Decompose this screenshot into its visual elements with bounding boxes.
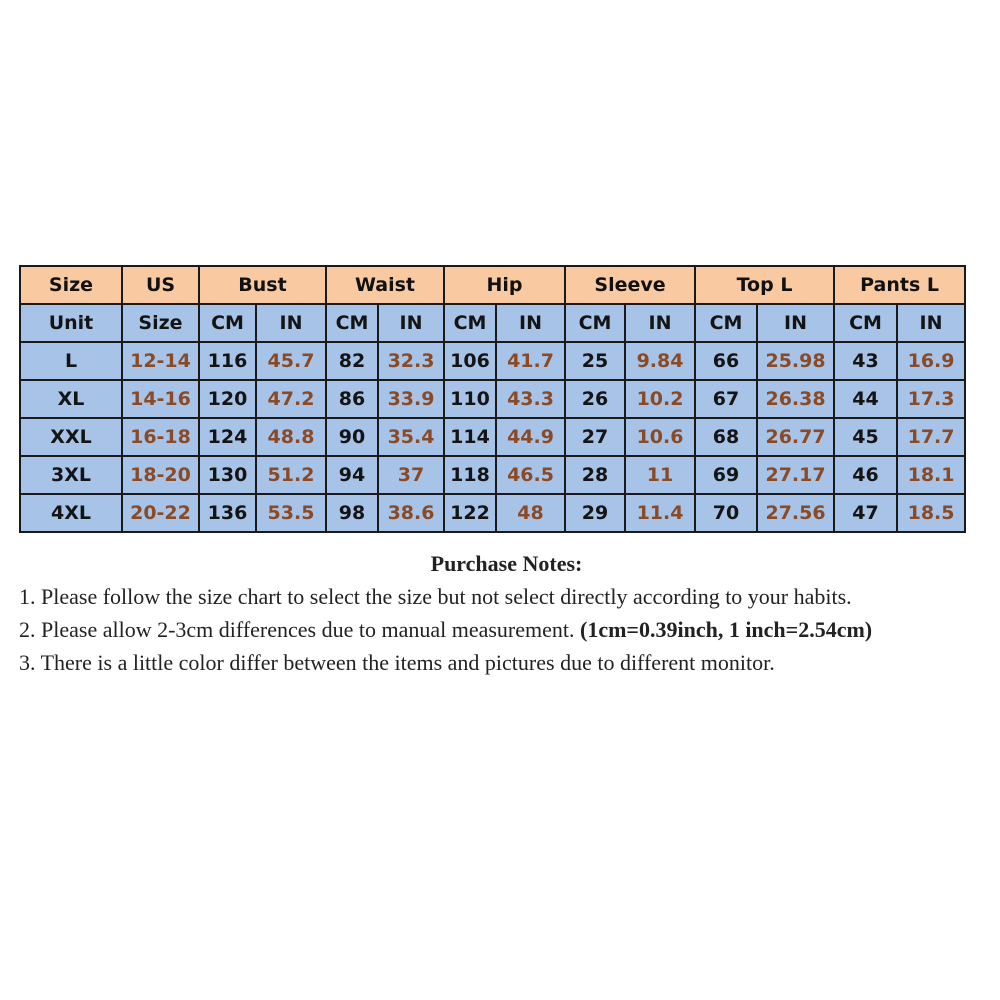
table-cell: 18-20 (122, 456, 199, 494)
unit-cell: IN (256, 304, 326, 342)
unit-cell: CM (326, 304, 378, 342)
table-cell: 29 (565, 494, 625, 532)
note-2-conversion: (1cm=0.39inch, 1 inch=2.54cm) (580, 617, 873, 642)
table-cell: 32.3 (378, 342, 444, 380)
table-cell: 28 (565, 456, 625, 494)
table-cell: 11.4 (625, 494, 695, 532)
table-cell: 70 (695, 494, 757, 532)
table-cell: 18.5 (897, 494, 965, 532)
table-cell: 38.6 (378, 494, 444, 532)
table-cell: 27.56 (757, 494, 834, 532)
table-cell: 16.9 (897, 342, 965, 380)
note-3-text: 3. There is a little color differ between the items and pictures due to different monitor. (19, 650, 775, 675)
table-unit-row (20, 304, 965, 342)
table-cell: 43 (834, 342, 897, 380)
size-chart-table (19, 265, 966, 533)
purchase-notes (19, 547, 994, 679)
unit-cell: IN (625, 304, 695, 342)
header-cell: Waist (326, 266, 444, 304)
unit-cell: CM (565, 304, 625, 342)
table-cell: 26.77 (757, 418, 834, 456)
table-cell: 17.7 (897, 418, 965, 456)
unit-cell: IN (496, 304, 565, 342)
notes-title: Purchase Notes: (430, 551, 583, 576)
note-3 (19, 646, 994, 679)
table-cell: 90 (326, 418, 378, 456)
table-cell: 124 (199, 418, 256, 456)
table-header-row (20, 266, 965, 304)
header-cell: Sleeve (565, 266, 695, 304)
table-cell: 44.9 (496, 418, 565, 456)
note-1-text: 1. Please follow the size chart to select the size but not select directly according to your habits. (19, 584, 852, 609)
table-cell: 47.2 (256, 380, 326, 418)
table-cell: 16-18 (122, 418, 199, 456)
size-label-cell: 3XL (20, 456, 122, 494)
unit-cell: Unit (20, 304, 122, 342)
table-cell: 10.2 (625, 380, 695, 418)
header-cell: US (122, 266, 199, 304)
table-cell: 41.7 (496, 342, 565, 380)
unit-cell: CM (444, 304, 496, 342)
table-cell: 9.84 (625, 342, 695, 380)
header-cell: Size (20, 266, 122, 304)
table-cell: 118 (444, 456, 496, 494)
table-cell: 53.5 (256, 494, 326, 532)
table-cell: 51.2 (256, 456, 326, 494)
table-cell: 48 (496, 494, 565, 532)
unit-cell: CM (834, 304, 897, 342)
table-cell: 27 (565, 418, 625, 456)
table-cell: 44 (834, 380, 897, 418)
table-cell: 120 (199, 380, 256, 418)
table-cell: 46.5 (496, 456, 565, 494)
table-cell: 33.9 (378, 380, 444, 418)
table-cell: 86 (326, 380, 378, 418)
table-cell: 43.3 (496, 380, 565, 418)
unit-cell: IN (378, 304, 444, 342)
header-cell: Pants L (834, 266, 965, 304)
note-2-text: 2. Please allow 2-3cm differences due to manual measurement. (19, 617, 581, 642)
table-row (20, 342, 965, 380)
table-cell: 47 (834, 494, 897, 532)
table-cell: 66 (695, 342, 757, 380)
table-row (20, 418, 965, 456)
table-cell: 14-16 (122, 380, 199, 418)
unit-cell: CM (695, 304, 757, 342)
note-1 (19, 580, 994, 613)
table-cell: 45.7 (256, 342, 326, 380)
table-cell: 10.6 (625, 418, 695, 456)
size-label-cell: L (20, 342, 122, 380)
table-cell: 46 (834, 456, 897, 494)
table-cell: 35.4 (378, 418, 444, 456)
unit-cell: IN (757, 304, 834, 342)
table-cell: 20-22 (122, 494, 199, 532)
table-cell: 27.17 (757, 456, 834, 494)
table-cell: 130 (199, 456, 256, 494)
size-label-cell: 4XL (20, 494, 122, 532)
table-cell: 11 (625, 456, 695, 494)
table-cell: 110 (444, 380, 496, 418)
table-cell: 122 (444, 494, 496, 532)
table-cell: 67 (695, 380, 757, 418)
size-label-cell: XL (20, 380, 122, 418)
table-cell: 82 (326, 342, 378, 380)
table-cell: 26 (565, 380, 625, 418)
table-cell: 106 (444, 342, 496, 380)
table-cell: 18.1 (897, 456, 965, 494)
header-cell: Top L (695, 266, 834, 304)
table-cell: 17.3 (897, 380, 965, 418)
header-cell: Hip (444, 266, 565, 304)
note-2 (19, 613, 994, 646)
table-cell: 116 (199, 342, 256, 380)
table-cell: 12-14 (122, 342, 199, 380)
table-cell: 37 (378, 456, 444, 494)
table-cell: 98 (326, 494, 378, 532)
table-cell: 136 (199, 494, 256, 532)
table-cell: 45 (834, 418, 897, 456)
unit-cell: IN (897, 304, 965, 342)
table-cell: 25.98 (757, 342, 834, 380)
table-row (20, 494, 965, 532)
table-cell: 94 (326, 456, 378, 494)
table-row (20, 380, 965, 418)
table-cell: 25 (565, 342, 625, 380)
table-row (20, 456, 965, 494)
table-cell: 68 (695, 418, 757, 456)
size-label-cell: XXL (20, 418, 122, 456)
table-cell: 48.8 (256, 418, 326, 456)
table-cell: 26.38 (757, 380, 834, 418)
unit-cell: CM (199, 304, 256, 342)
table-cell: 69 (695, 456, 757, 494)
unit-cell: Size (122, 304, 199, 342)
table-cell: 114 (444, 418, 496, 456)
header-cell: Bust (199, 266, 326, 304)
